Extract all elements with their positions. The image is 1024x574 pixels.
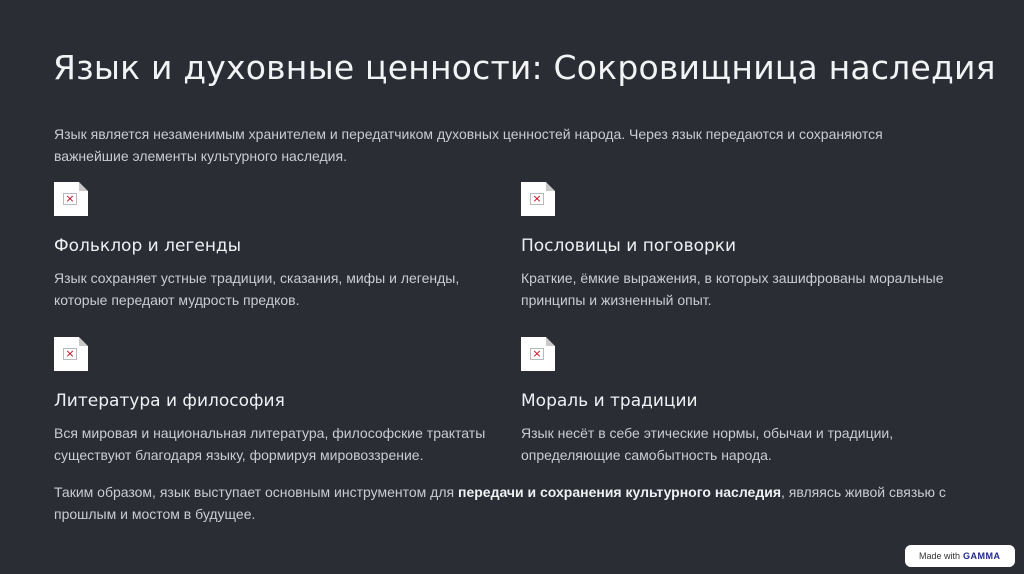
card-text: Язык несёт в себе этические нормы, обычаи и традиции, определяющие самобытность народа. (521, 425, 894, 463)
card-proverbs (521, 182, 961, 311)
broken-image-icon: × (521, 337, 555, 371)
card-text: Вся мировая и национальная литература, философские трактаты существуют благодаря языку, формируя мировоззрение. (54, 425, 486, 463)
summary-text-end: , являясь живой связью с прошлым и мостом в будущее. (54, 484, 946, 522)
summary-text-start: Таким образом, язык выступает основным инструментом для (54, 484, 458, 500)
made-with-gamma-badge[interactable] (905, 545, 1015, 567)
card-text: Краткие, ёмкие выражения, в которых зашифрованы моральные принципы и жизненный опыт. (521, 270, 944, 308)
intro-paragraph: Язык является незаменимым хранителем и передатчиком духовных ценностей народа. Через язык передаются и сохраняются важнейшие элементы культурного наследия. (54, 126, 883, 164)
card-title: Фольклор и легенды (54, 236, 242, 256)
card-morality (521, 337, 961, 466)
card-title: Мораль и традиции (521, 391, 698, 411)
broken-image-icon: × (54, 182, 88, 216)
summary-emphasis: передачи и сохранения культурного наследия (457, 484, 782, 500)
gamma-logo: GAMMA (963, 551, 1001, 561)
page-title: Язык и духовные ценности: Сокровищница наследия (53, 48, 996, 87)
broken-image-icon: × (521, 182, 555, 216)
card-literature (54, 337, 494, 466)
card-folklore (54, 182, 494, 311)
card-title: Литература и философия (54, 391, 285, 411)
broken-image-icon: × (54, 337, 88, 371)
card-text: Язык сохраняет устные традиции, сказания, мифы и легенды, которые передают мудрость предков. (54, 270, 460, 308)
card-title: Пословицы и поговорки (521, 236, 737, 256)
badge-prefix: Made with (919, 551, 961, 561)
summary-paragraph (54, 481, 954, 525)
